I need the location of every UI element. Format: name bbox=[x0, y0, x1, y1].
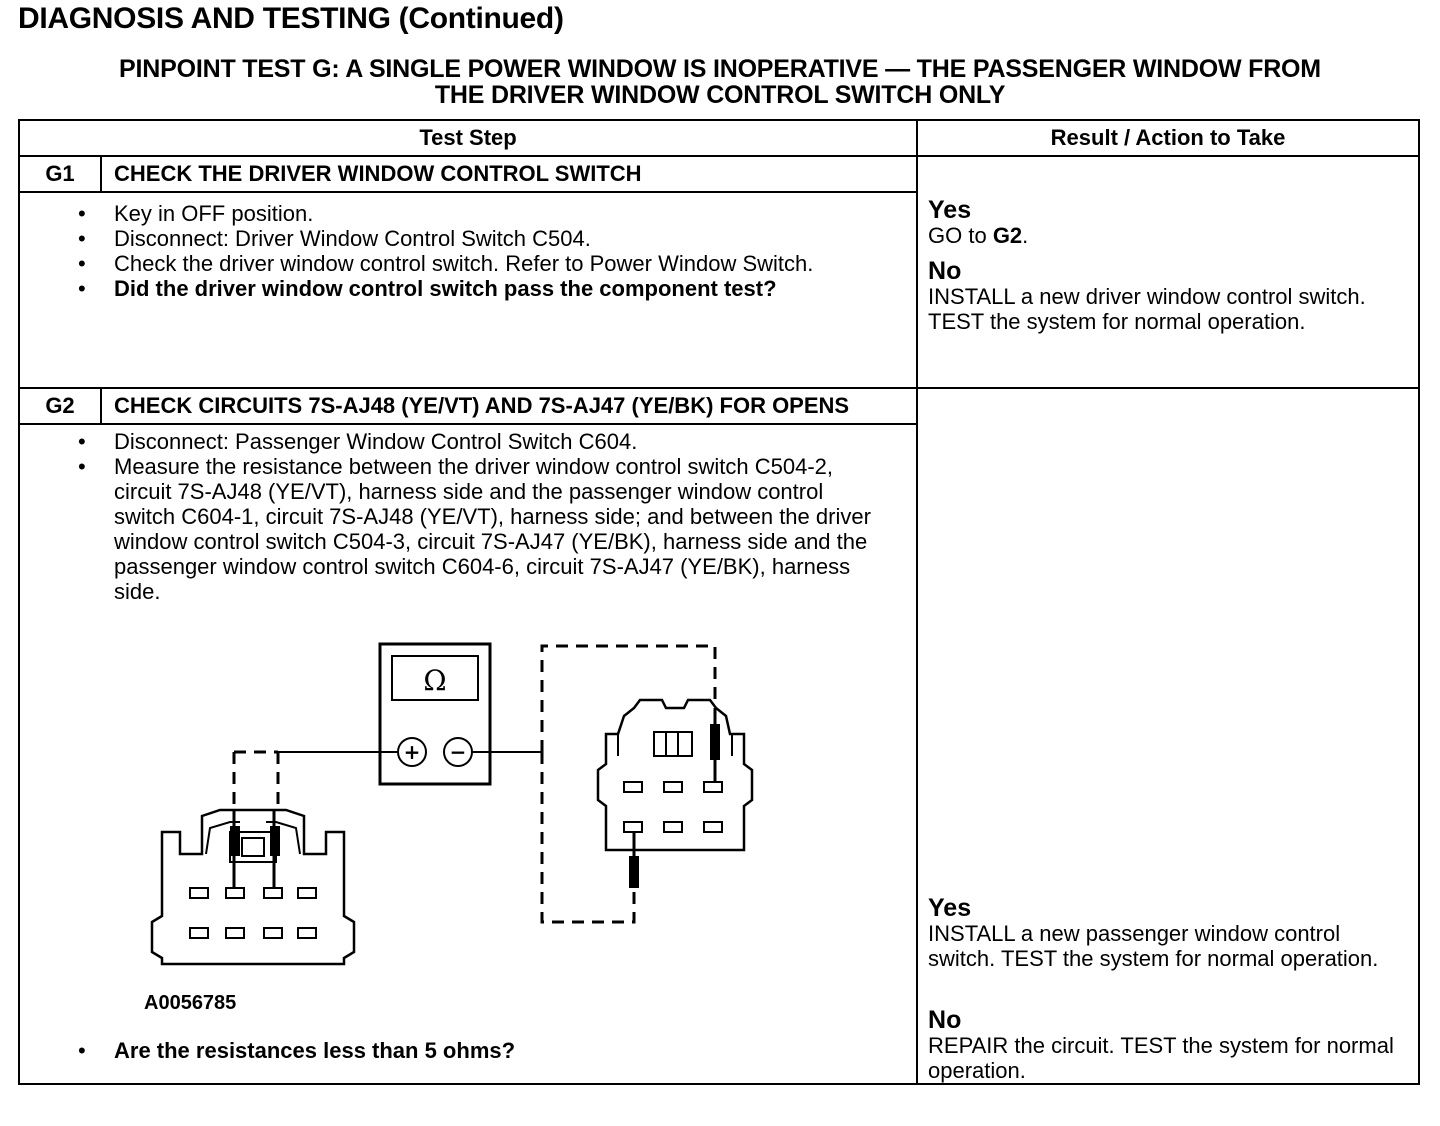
pinpoint-test-title bbox=[0, 56, 1440, 108]
bullet-text: Measure the resistance between the driver window control switch C504-2, circuit 7S-AJ48 (YE/VT), harness side and the passenger window control switch C604-1, circuit 7S-AJ48 (YE/VT), harness side; and between the driver window control switch C504-3, circuit 7S-AJ47 (YE/BK), harness side and the passenger window control switch C604-6, circuit 7S-AJ47 (YE/BK), harness side. bbox=[114, 453, 871, 604]
question-text: Are the resistances less than 5 ohms? bbox=[114, 1037, 516, 1063]
list-item bbox=[78, 453, 876, 604]
passenger-connector-c604 bbox=[598, 700, 752, 850]
pinpoint-test-title-line2: THE DRIVER WINDOW CONTROL SWITCH ONLY bbox=[434, 81, 1006, 109]
step-g1-id: G1 bbox=[19, 156, 101, 192]
step-g1-yes-text bbox=[928, 223, 1408, 248]
bullet-glyph: • bbox=[78, 201, 86, 226]
list-item bbox=[78, 428, 876, 454]
probe-tip-left-b bbox=[270, 826, 280, 856]
step-g2-title: CHECK CIRCUITS 7S-AJ48 (YE/VT) AND 7S-AJ47 (YE/BK) FOR OPENS bbox=[101, 388, 917, 424]
bullet-glyph: • bbox=[78, 1037, 86, 1063]
list-item bbox=[78, 226, 896, 251]
probe-tip-right-a bbox=[710, 724, 720, 760]
header-result-action: Result / Action to Take bbox=[917, 120, 1419, 156]
probe-tip-left-a bbox=[230, 826, 240, 856]
step-g1-no-label: No bbox=[928, 257, 962, 285]
step-g2-id: G2 bbox=[19, 388, 101, 424]
step-g1-yes-link[interactable]: G2 bbox=[992, 223, 1023, 248]
step-g2-body bbox=[19, 424, 917, 1084]
step-g2-yes-label: Yes bbox=[928, 894, 972, 922]
pinpoint-test-table bbox=[18, 119, 1420, 1085]
bullet-text: Check the driver window control switch. Refer to Power Window Switch. bbox=[114, 251, 814, 276]
list-item bbox=[78, 201, 896, 226]
table-header-row bbox=[19, 120, 1419, 156]
test-figure bbox=[20, 604, 916, 1014]
header-test-step: Test Step bbox=[19, 120, 917, 156]
step-g1-body bbox=[19, 192, 917, 388]
bullet-text: Did the driver window control switch pass the component test? bbox=[114, 276, 777, 301]
figure-id: A0056785 bbox=[144, 991, 237, 1014]
bullet-glyph: • bbox=[78, 428, 86, 454]
driver-connector-c504 bbox=[152, 810, 354, 964]
step-g2-no-text: REPAIR the circuit. TEST the system for normal operation. bbox=[928, 1033, 1394, 1083]
probe-tip-right-b bbox=[629, 856, 639, 888]
bullet-glyph: • bbox=[78, 226, 86, 251]
step-g1-result bbox=[917, 156, 1419, 388]
right-dashed-lead-b bbox=[542, 752, 634, 922]
minus-sign: − bbox=[449, 739, 467, 764]
plus-sign: + bbox=[403, 739, 421, 764]
bullet-glyph: • bbox=[78, 251, 86, 276]
step-g2-yes-text: INSTALL a new passenger window control switch. TEST the system for normal operation. bbox=[928, 921, 1379, 971]
step-g2-no-label: No bbox=[928, 1006, 962, 1034]
step-g2-title-row bbox=[19, 388, 1419, 424]
step-g1-yes-label: Yes bbox=[928, 196, 972, 224]
bullet-text: Key in OFF position. bbox=[114, 201, 314, 226]
bullet-text: Disconnect: Passenger Window Control Switch C604. bbox=[114, 428, 638, 454]
bullet-glyph: • bbox=[78, 453, 86, 479]
step-g1-bullets bbox=[20, 193, 916, 301]
ohmmeter-connector-diagram bbox=[20, 604, 916, 998]
step-g1-yes-prefix: GO to bbox=[928, 223, 993, 248]
page-title: DIAGNOSIS AND TESTING (Continued) bbox=[18, 2, 564, 35]
bullet-glyph: • bbox=[78, 276, 86, 301]
step-g1-title: CHECK THE DRIVER WINDOW CONTROL SWITCH bbox=[101, 156, 917, 192]
pinpoint-test-title-line1: PINPOINT TEST G: A SINGLE POWER WINDOW IS INOPERATIVE — THE PASSENGER WINDOW FROM bbox=[119, 55, 1321, 83]
list-item-question bbox=[78, 276, 896, 301]
bullet-text: Disconnect: Driver Window Control Switch C504. bbox=[114, 226, 591, 251]
step-g2-question bbox=[78, 1037, 916, 1066]
step-g2-result bbox=[917, 388, 1419, 1084]
step-g1-no-text: INSTALL a new driver window control switch. TEST the system for normal operation. bbox=[928, 284, 1366, 334]
step-g1-title-row bbox=[19, 156, 1419, 192]
step-g1-yes-suffix: . bbox=[1022, 223, 1029, 248]
step-g2-bullets bbox=[20, 425, 916, 604]
ohm-symbol: Ω bbox=[423, 663, 447, 697]
list-item bbox=[78, 251, 896, 276]
